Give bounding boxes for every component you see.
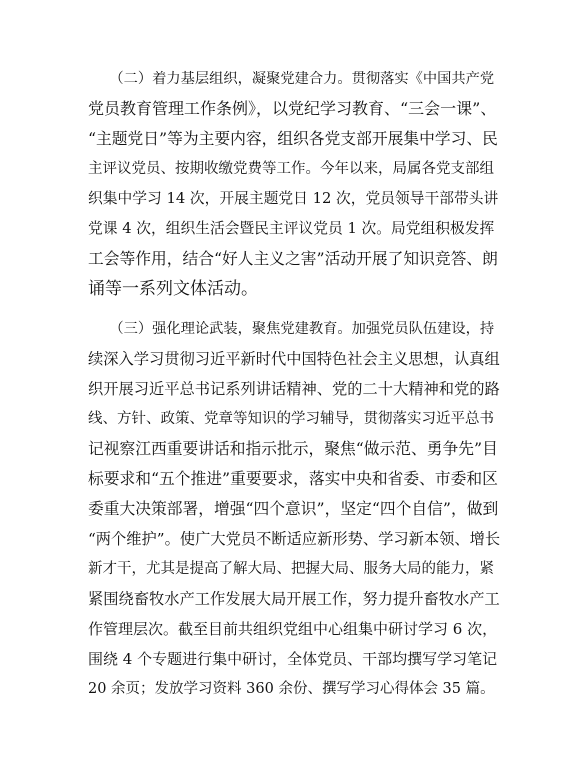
text-line: 标要求和“五个推进”重要要求，落实中央和省委、市委和区 <box>88 469 498 488</box>
document-body <box>88 64 500 704</box>
text-line: 织集中学习 14 次，开展主题党日 12 次，党员领导干部带头讲 <box>88 190 499 207</box>
text-line: 党员教育管理工作条例》，以党纪学习教育、“三会一课”、 <box>88 99 497 118</box>
paragraph-spacer <box>88 304 500 314</box>
text-line: 主评议党员、按期收缴党费等工作。今年以来，局属各党支部组 <box>88 161 494 177</box>
text-line: 记视察江西重要讲话和指示批示，聚焦“做示范、勇争先”目 <box>88 439 498 458</box>
paragraph-theory-armament <box>88 314 500 704</box>
text-line: 诵等一系列文体活动。 <box>88 279 258 299</box>
text-line: 党课 4 次，组织生活会暨民主评议党员 1 次。局党组积极发挥 <box>88 220 495 237</box>
text-line: （二）着力基层组织，凝聚党建合力。贯彻落实《中国共产党 <box>88 71 495 87</box>
text-line: 织开展习近平总书记系列讲话精神、党的二十大精神和党的路 <box>88 380 500 398</box>
text-line: 作管理层次。截至目前共组织党组中心组集中研讨学习 6 次， <box>88 620 498 638</box>
text-line: 委重大决策部署，增强“四个意识”，坚定“四个自信”，做到 <box>88 499 499 518</box>
text-line: 围绕 4 个专题进行集中研讨，全体党员、干部均撰写学习笔记 <box>88 650 498 668</box>
text-line: 工会等作用，结合“好人主义之害”活动开展了知识竞答、朗 <box>88 249 498 268</box>
text-line: “主题党日”等为主要内容，组织各党支部开展集中学习、民 <box>88 129 498 148</box>
text-line: 续深入学习贯彻习近平新时代中国特色社会主义思想，认真组 <box>88 350 500 368</box>
text-line: 新才干，尤其是提高了解大局、把握大局、服务大局的能力，紧 <box>88 561 494 577</box>
text-line: 紧围绕畜牧水产工作发展大局开展工作，努力提升畜牧水产工 <box>88 590 500 608</box>
text-line: 20 余页；发放学习资料 360 余份、撰写学习心得体会 35 篇。 <box>88 681 495 697</box>
paragraph-grassroots-organization <box>88 64 500 304</box>
text-line: （三）强化理论武装，聚焦党建教育。加强党员队伍建设，持 <box>88 321 495 337</box>
text-line: “两个维护”。使广大党员不断适应新形势、学习新本领、增长 <box>88 530 501 548</box>
text-line: 线、方针、政策、党章等知识的学习辅导，贯彻落实习近平总书 <box>88 411 494 427</box>
